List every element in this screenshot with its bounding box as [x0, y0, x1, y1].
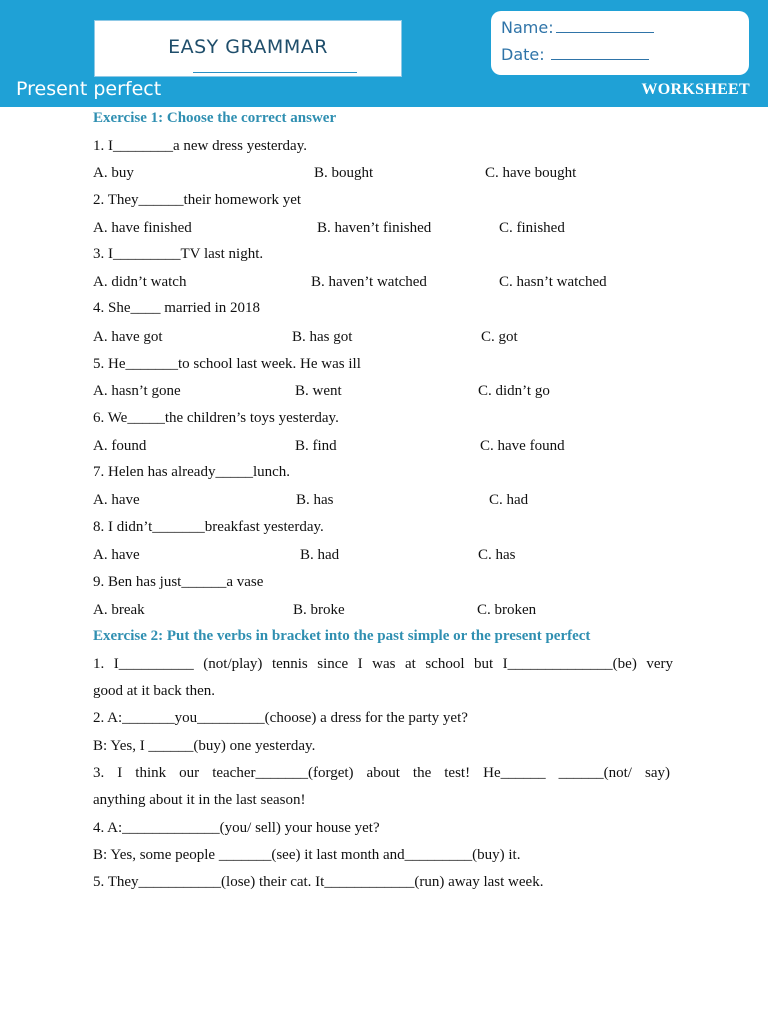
title-box — [94, 20, 402, 77]
exercise-2-title: Exercise 2: Put the verbs in bracket into the past simple or the present perfect — [93, 628, 591, 644]
option-7c: C. had — [489, 492, 529, 508]
option-5a: A. hasn’t gone — [93, 383, 181, 399]
option-6a: A. found — [93, 438, 147, 454]
exercise-2-line-1: 1. I__________ (not/play) tennis since I was at school but I______________(be) very — [93, 656, 673, 672]
exercise-2-line-9: 5. They___________(lose) their cat. It____________(run) away last week. — [93, 874, 544, 890]
option-8b: B. had — [300, 547, 340, 563]
question-3: 3. I_________TV last night. — [93, 246, 264, 262]
option-2c: C. finished — [499, 220, 565, 236]
question-7: 7. Helen has already_____lunch. — [93, 464, 291, 480]
date-blank — [551, 47, 649, 60]
exercise-2-line-5: 3. I think our teacher_______(forget) about the test! He______ ______(not/ say) — [93, 765, 670, 781]
worksheet-label: WORKSHEET — [641, 81, 750, 98]
option-9b: B. broke — [293, 602, 345, 618]
exercise-2-line-3: 2. A:_______you_________(choose) a dress for the party yet? — [93, 710, 468, 726]
option-4b: B. has got — [292, 329, 353, 345]
name-date-box — [491, 11, 749, 75]
exercise-1-title: Exercise 1: Choose the correct answer — [93, 110, 337, 126]
option-4c: C. got — [481, 329, 518, 345]
option-7a: A. have — [93, 492, 140, 508]
option-9c: C. broken — [477, 602, 537, 618]
name-label: Name: — [501, 18, 554, 37]
exercise-2-line-7: 4. A:_____________(you/ sell) your house yet? — [93, 820, 380, 836]
question-5: 5. He_______to school last week. He was ill — [93, 356, 361, 372]
option-6c: C. have found — [480, 438, 565, 454]
option-3c: C. hasn’t watched — [499, 274, 607, 290]
exercise-2-line-6: anything about it in the last season! — [93, 792, 306, 808]
title-underline — [193, 72, 357, 73]
option-2a: A. have finished — [93, 220, 192, 236]
exercise-2-line-8: B: Yes, some people _______(see) it last month and_________(buy) it. — [93, 847, 521, 863]
name-field[interactable] — [501, 18, 654, 37]
date-label: Date: — [501, 45, 545, 64]
option-4a: A. have got — [93, 329, 163, 345]
option-8a: A. have — [93, 547, 140, 563]
option-1a: A. buy — [93, 165, 134, 181]
section-title: Present perfect — [16, 78, 162, 100]
option-5c: C. didn’t go — [478, 383, 550, 399]
option-3a: A. didn’t watch — [93, 274, 187, 290]
question-6: 6. We_____the children’s toys yesterday. — [93, 410, 339, 426]
option-6b: B. find — [295, 438, 337, 454]
option-1b: B. bought — [314, 165, 374, 181]
question-4: 4. She____ married in 2018 — [93, 300, 261, 316]
exercise-2-line-4: B: Yes, I ______(buy) one yesterday. — [93, 738, 316, 754]
question-8: 8. I didn’t_______breakfast yesterday. — [93, 519, 324, 535]
exercise-2-line-2: good at it back then. — [93, 683, 216, 699]
option-2b: B. haven’t finished — [317, 220, 432, 236]
question-2: 2. They______their homework yet — [93, 192, 302, 208]
date-field[interactable] — [501, 45, 649, 64]
option-8c: C. has — [478, 547, 516, 563]
option-9a: A. break — [93, 602, 145, 618]
name-blank — [556, 20, 654, 33]
option-5b: B. went — [295, 383, 342, 399]
question-9: 9. Ben has just______a vase — [93, 574, 264, 590]
worksheet-title: EASY GRAMMAR — [168, 36, 328, 58]
option-7b: B. has — [296, 492, 334, 508]
option-1c: C. have bought — [485, 165, 577, 181]
option-3b: B. haven’t watched — [311, 274, 427, 290]
question-1: 1. I________a new dress yesterday. — [93, 138, 307, 154]
